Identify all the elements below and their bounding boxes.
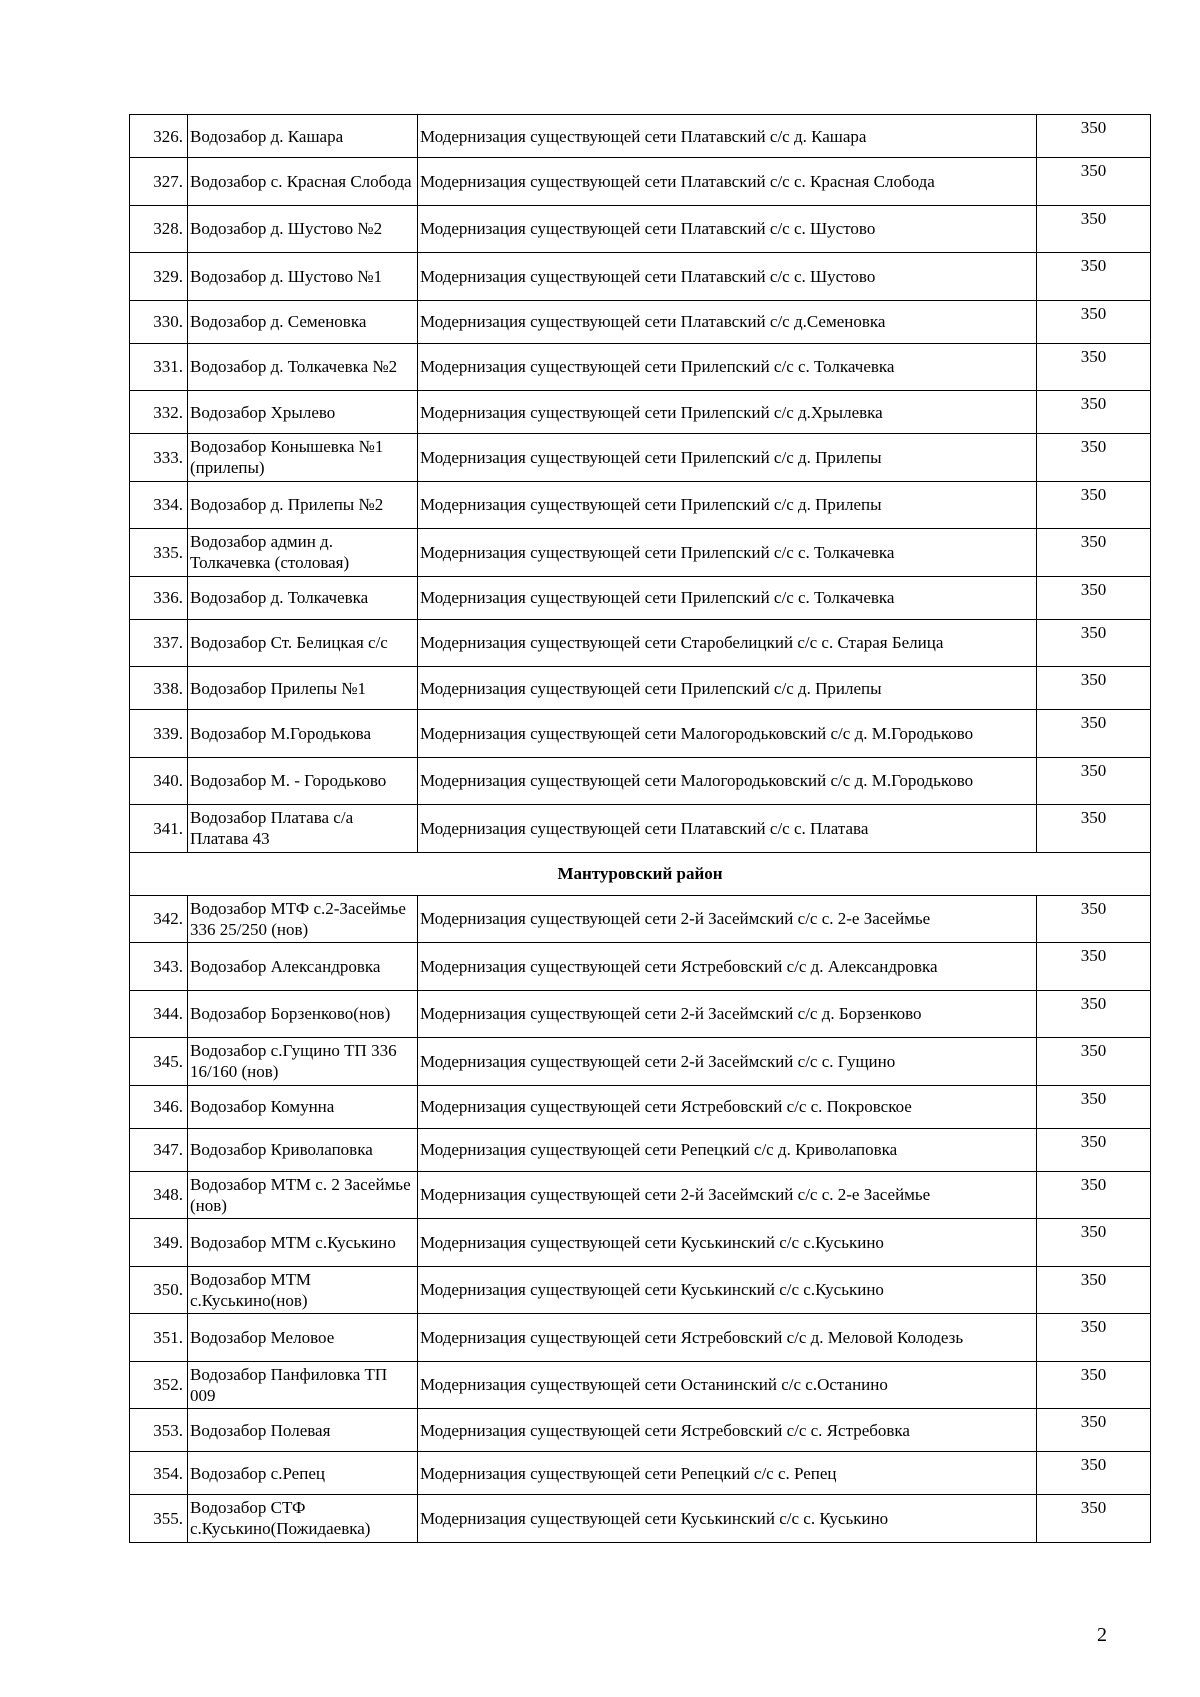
amount-value: 350	[1037, 158, 1151, 206]
water-intake-table	[129, 114, 1151, 1543]
amount-value: 350	[1037, 1266, 1151, 1314]
work-description: Модернизация существующей сети Платавский с/с д. Кашара	[418, 115, 1037, 158]
table-row	[130, 1314, 1151, 1362]
intake-name: Водозабор д. Семеновка	[188, 300, 418, 343]
intake-name: Водозабор д. Кашара	[188, 115, 418, 158]
table-row	[130, 1171, 1151, 1219]
row-number: 340.	[130, 757, 188, 805]
intake-name: Водозабор Панфиловка ТП 009	[188, 1361, 418, 1409]
amount-value: 350	[1037, 253, 1151, 301]
table-row	[130, 710, 1151, 758]
row-number: 334.	[130, 481, 188, 529]
row-number: 354.	[130, 1452, 188, 1495]
intake-name: Водозабор Борзенково(нов)	[188, 990, 418, 1038]
row-number: 328.	[130, 205, 188, 253]
section-row	[130, 852, 1151, 895]
amount-value: 350	[1037, 576, 1151, 619]
row-number: 346.	[130, 1085, 188, 1128]
intake-name: Водозабор СТФ с.Куськино(Пожидаевка)	[188, 1495, 418, 1543]
work-description: Модернизация существующей сети Платавский с/с с. Платава	[418, 805, 1037, 853]
row-number: 351.	[130, 1314, 188, 1362]
table-row	[130, 1452, 1151, 1495]
table-row	[130, 434, 1151, 482]
row-number: 350.	[130, 1266, 188, 1314]
table-row	[130, 757, 1151, 805]
intake-name: Водозабор МТМ с.Куськино(нов)	[188, 1266, 418, 1314]
work-description: Модернизация существующей сети 2-й Засеймский с/с с. Гущино	[418, 1038, 1037, 1086]
table-row	[130, 805, 1151, 853]
work-description: Модернизация существующей сети Малогородьковский с/с д. М.Городьково	[418, 710, 1037, 758]
work-description: Модернизация существующей сети Прилепский с/с д. Прилепы	[418, 481, 1037, 529]
amount-value: 350	[1037, 1314, 1151, 1362]
amount-value: 350	[1037, 434, 1151, 482]
table-row	[130, 1495, 1151, 1543]
intake-name: Водозабор с.Репец	[188, 1452, 418, 1495]
row-number: 352.	[130, 1361, 188, 1409]
table-row	[130, 300, 1151, 343]
intake-name: Водозабор Прилепы №1	[188, 667, 418, 710]
row-number: 355.	[130, 1495, 188, 1543]
table-row	[130, 943, 1151, 991]
table-row	[130, 529, 1151, 577]
table-row	[130, 1085, 1151, 1128]
table-row	[130, 619, 1151, 667]
row-number: 327.	[130, 158, 188, 206]
table-row	[130, 1219, 1151, 1267]
row-number: 353.	[130, 1409, 188, 1452]
intake-name: Водозабор д. Прилепы №2	[188, 481, 418, 529]
row-number: 338.	[130, 667, 188, 710]
amount-value: 350	[1037, 391, 1151, 434]
intake-name: Водозабор с.Гущино ТП 336 16/160 (нов)	[188, 1038, 418, 1086]
intake-name: Водозабор Ст. Белицкая с/с	[188, 619, 418, 667]
amount-value: 350	[1037, 667, 1151, 710]
work-description: Модернизация существующей сети 2-й Засеймский с/с с. 2-е Засеймье	[418, 1171, 1037, 1219]
row-number: 332.	[130, 391, 188, 434]
table-row	[130, 253, 1151, 301]
row-number: 347.	[130, 1128, 188, 1171]
row-number: 330.	[130, 300, 188, 343]
amount-value: 350	[1037, 1085, 1151, 1128]
work-description: Модернизация существующей сети Репецкий с/с с. Репец	[418, 1452, 1037, 1495]
row-number: 349.	[130, 1219, 188, 1267]
work-description: Модернизация существующей сети 2-й Засеймский с/с д. Борзенково	[418, 990, 1037, 1038]
amount-value: 350	[1037, 895, 1151, 943]
section-title: Мантуровский район	[130, 852, 1151, 895]
row-number: 345.	[130, 1038, 188, 1086]
amount-value: 350	[1037, 1409, 1151, 1452]
table-row	[130, 1128, 1151, 1171]
row-number: 331.	[130, 343, 188, 391]
amount-value: 350	[1037, 619, 1151, 667]
intake-name: Водозабор Конышевка №1 (прилепы)	[188, 434, 418, 482]
amount-value: 350	[1037, 1128, 1151, 1171]
intake-name: Водозабор Платава с/а Платава 43	[188, 805, 418, 853]
amount-value: 350	[1037, 1361, 1151, 1409]
table-row	[130, 391, 1151, 434]
table-row	[130, 576, 1151, 619]
work-description: Модернизация существующей сети Репецкий с/с д. Криволаповка	[418, 1128, 1037, 1171]
amount-value: 350	[1037, 343, 1151, 391]
row-number: 336.	[130, 576, 188, 619]
amount-value: 350	[1037, 1495, 1151, 1543]
table-row	[130, 1266, 1151, 1314]
work-description: Модернизация существующей сети Ястребовский с/с д. Меловой Колодезь	[418, 1314, 1037, 1362]
table-row	[130, 481, 1151, 529]
intake-name: Водозабор с. Красная Слобода	[188, 158, 418, 206]
table-row	[130, 667, 1151, 710]
work-description: Модернизация существующей сети Платавский с/с с. Красная Слобода	[418, 158, 1037, 206]
row-number: 342.	[130, 895, 188, 943]
amount-value: 350	[1037, 1219, 1151, 1267]
work-description: Модернизация существующей сети Прилепский с/с д. Прилепы	[418, 667, 1037, 710]
table-row	[130, 343, 1151, 391]
work-description: Модернизация существующей сети Прилепский с/с с. Толкачевка	[418, 576, 1037, 619]
row-number: 335.	[130, 529, 188, 577]
row-number: 329.	[130, 253, 188, 301]
row-number: 343.	[130, 943, 188, 991]
amount-value: 350	[1037, 990, 1151, 1038]
work-description: Модернизация существующей сети Прилепский с/с с. Толкачевка	[418, 529, 1037, 577]
intake-name: Водозабор Хрылево	[188, 391, 418, 434]
work-description: Модернизация существующей сети Ястребовский с/с с. Ястребовка	[418, 1409, 1037, 1452]
amount-value: 350	[1037, 805, 1151, 853]
work-description: Модернизация существующей сети Прилепский с/с с. Толкачевка	[418, 343, 1037, 391]
intake-name: Водозабор М.Городькова	[188, 710, 418, 758]
work-description: Модернизация существующей сети Малогородьковский с/с д. М.Городьково	[418, 757, 1037, 805]
amount-value: 350	[1037, 1038, 1151, 1086]
table-row	[130, 205, 1151, 253]
row-number: 339.	[130, 710, 188, 758]
table-row	[130, 1409, 1151, 1452]
intake-name: Водозабор Криволаповка	[188, 1128, 418, 1171]
work-description: Модернизация существующей сети Ястребовский с/с с. Покровское	[418, 1085, 1037, 1128]
table-row	[130, 1361, 1151, 1409]
amount-value: 350	[1037, 943, 1151, 991]
work-description: Модернизация существующей сети Куськинский с/с с. Куськино	[418, 1495, 1037, 1543]
work-description: Модернизация существующей сети Платавский с/с с. Шустово	[418, 253, 1037, 301]
intake-name: Водозабор М. - Городьково	[188, 757, 418, 805]
work-description: Модернизация существующей сети Старобелицкий с/с с. Старая Белица	[418, 619, 1037, 667]
table-row	[130, 158, 1151, 206]
work-description: Модернизация существующей сети Ястребовский с/с д. Александровка	[418, 943, 1037, 991]
work-description: Модернизация существующей сети Куськинский с/с с.Куськино	[418, 1219, 1037, 1267]
intake-name: Водозабор МТМ с.Куськино	[188, 1219, 418, 1267]
intake-name: Водозабор Александровка	[188, 943, 418, 991]
intake-name: Водозабор Комунна	[188, 1085, 418, 1128]
intake-name: Водозабор Меловое	[188, 1314, 418, 1362]
amount-value: 350	[1037, 205, 1151, 253]
amount-value: 350	[1037, 115, 1151, 158]
amount-value: 350	[1037, 757, 1151, 805]
intake-name: Водозабор МТМ с. 2 Засеймье (нов)	[188, 1171, 418, 1219]
page-number: 2	[1097, 1624, 1107, 1646]
work-description: Модернизация существующей сети Прилепский с/с д.Хрылевка	[418, 391, 1037, 434]
table-row	[130, 895, 1151, 943]
amount-value: 350	[1037, 481, 1151, 529]
work-description: Модернизация существующей сети 2-й Засеймский с/с с. 2-е Засеймье	[418, 895, 1037, 943]
work-description: Модернизация существующей сети Платавский с/с д.Семеновка	[418, 300, 1037, 343]
row-number: 337.	[130, 619, 188, 667]
row-number: 348.	[130, 1171, 188, 1219]
intake-name: Водозабор д. Шустово №2	[188, 205, 418, 253]
row-number: 326.	[130, 115, 188, 158]
intake-name: Водозабор д. Толкачевка	[188, 576, 418, 619]
amount-value: 350	[1037, 1171, 1151, 1219]
row-number: 341.	[130, 805, 188, 853]
intake-name: Водозабор Полевая	[188, 1409, 418, 1452]
work-description: Модернизация существующей сети Останинский с/с с.Останино	[418, 1361, 1037, 1409]
work-description: Модернизация существующей сети Прилепский с/с д. Прилепы	[418, 434, 1037, 482]
row-number: 344.	[130, 990, 188, 1038]
table-body	[130, 115, 1151, 1543]
table-row	[130, 990, 1151, 1038]
work-description: Модернизация существующей сети Платавский с/с с. Шустово	[418, 205, 1037, 253]
table-row	[130, 115, 1151, 158]
table-row	[130, 1038, 1151, 1086]
intake-name: Водозабор д. Шустово №1	[188, 253, 418, 301]
intake-name: Водозабор админ д. Толкачевка (столовая)	[188, 529, 418, 577]
row-number: 333.	[130, 434, 188, 482]
amount-value: 350	[1037, 1452, 1151, 1495]
work-description: Модернизация существующей сети Куськинский с/с с.Куськино	[418, 1266, 1037, 1314]
intake-name: Водозабор МТФ с.2-Засеймье 336 25/250 (нов)	[188, 895, 418, 943]
amount-value: 350	[1037, 300, 1151, 343]
amount-value: 350	[1037, 710, 1151, 758]
intake-name: Водозабор д. Толкачевка №2	[188, 343, 418, 391]
amount-value: 350	[1037, 529, 1151, 577]
